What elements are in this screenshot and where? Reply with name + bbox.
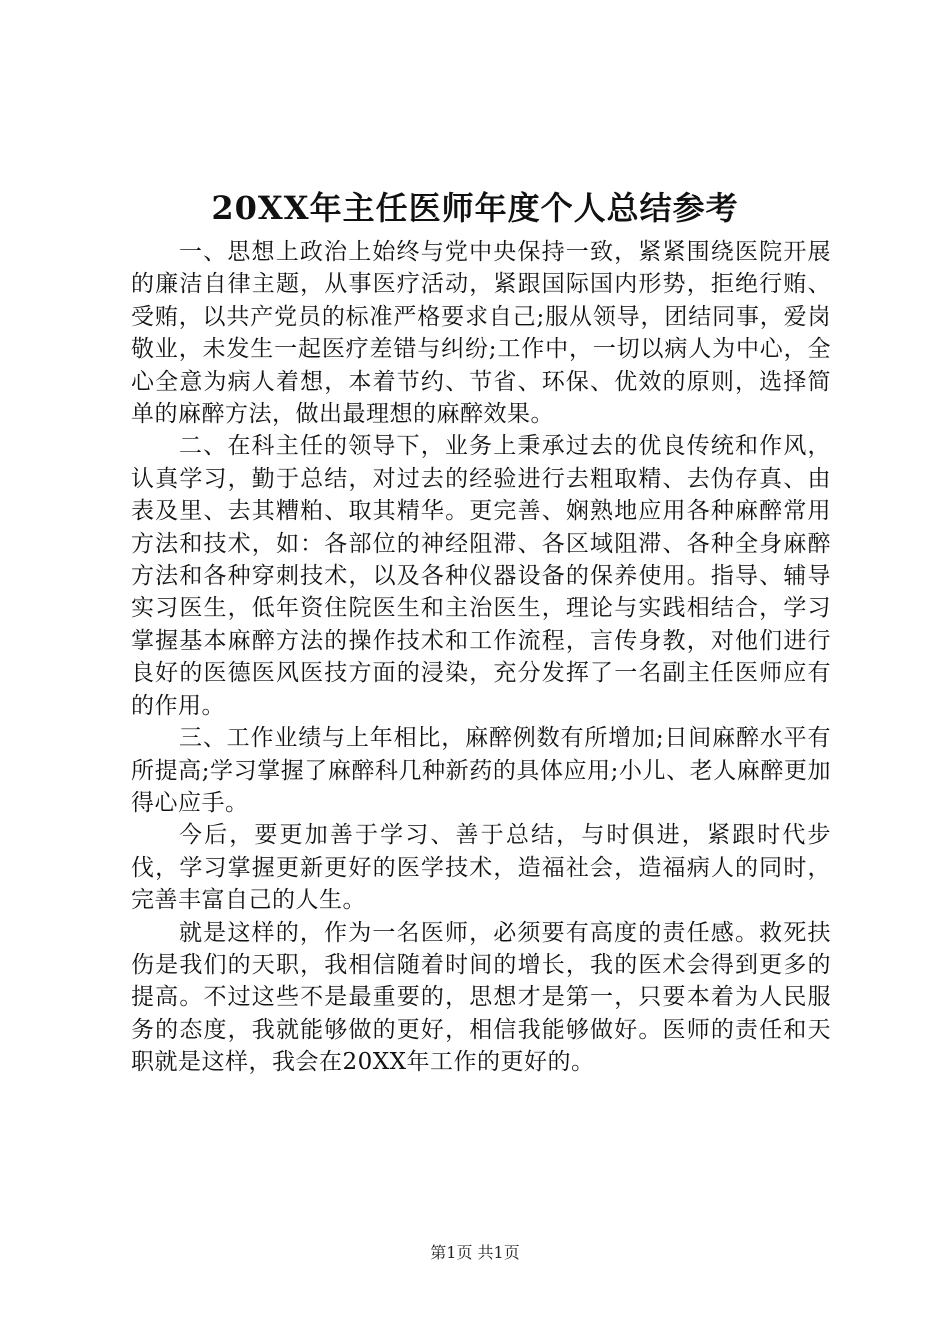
paragraph-5: 就是这样的，作为一名医师，必须要有高度的责任感。救死扶伤是我们的天职，我相信随着时间的增长，我的医术会得到更多的提高。不过这些不是最重要的，思想才是第一，只要本着为人民服务的态度，我就能够做的更好，相信我能够做好。医师的责任和天职就是这样，我会在20XX年工作的更好的。 (131, 919, 831, 1076)
page-footer: 第1页 共1页 (430, 1243, 520, 1262)
paragraph-3: 三、工作业绩与上年相比，麻醉例数有所增加;日间麻醉水平有所提高;学习掌握了麻醉科几种新药的具体应用;小儿、老人麻醉更加得心应手。 (131, 725, 831, 816)
document-body (131, 236, 831, 1079)
paragraph-2: 二、在科主任的领导下，业务上秉承过去的优良传统和作风，认真学习，勤于总结，对过去的经验进行去粗取精、去伪存真、由表及里、去其糟粕、取其精华。更完善、娴熟地应用各种麻醉常用方法和技术，如：各部位的神经阻滞、各区域阻滞、各种全身麻醉方法和各种穿刺技术，以及各种仪器设备的保养使用。指导、辅导实习医生，低年资住院医生和主治医生，理论与实践相结合，学习掌握基本麻醉方法的操作技术和工作流程，言传身教，对他们进行良好的医德医风医技方面的浸染，充分发挥了一名副主任医师应有的作用。 (131, 433, 831, 719)
paragraph-1: 一、思想上政治上始终与党中央保持一致，紧紧围绕医院开展的廉洁自律主题，从事医疗活动，紧跟国际国内形势，拒绝行贿、受贿，以共产党员的标准严格要求自己;服从领导，团结同事，爱岗敬业，未发生一起医疗差错与纠纷;工作中，一切以病人为中心，全心全意为病人着想，本着节约、节省、环保、优效的原则，选择简单的麻醉方法，做出最理想的麻醉效果。 (131, 239, 831, 428)
paragraph-4: 今后，要更加善于学习、善于总结，与时俱进，紧跟时代步伐，学习掌握更新更好的医学技术，造福社会，造福病人的同时，完善丰富自己的人生。 (131, 822, 831, 914)
page-title: 20XX年主任医师年度个人总结参考 (211, 189, 739, 227)
